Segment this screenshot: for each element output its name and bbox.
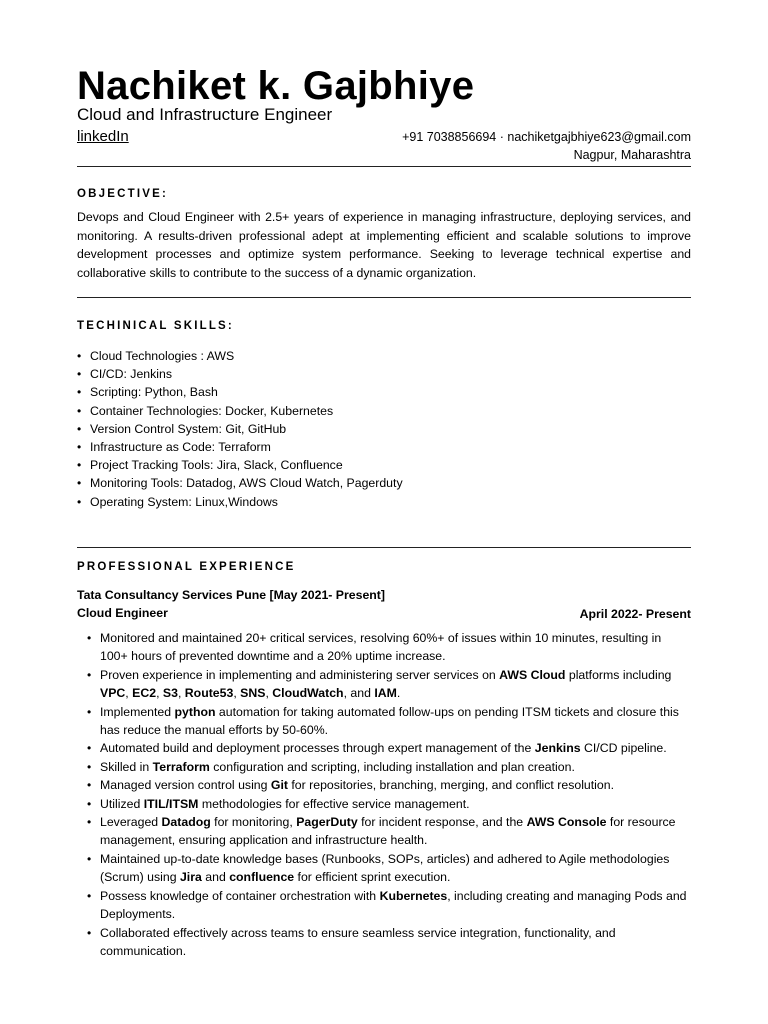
experience-bullet — [100, 776, 692, 794]
bullet-text: Monitored and maintained 20+ critical services, resolving 60%+ of issues within 10 minutes, resulting in 100+ hours of prevented downtime and a 20% uptime increase. — [100, 631, 662, 664]
candidate-name: Nachiket k. Gajbhiye — [77, 64, 475, 108]
skill-item: • Monitoring Tools: Datadog, AWS Cloud Watch, Pagerduty — [77, 474, 403, 492]
bullet-keyword: PagerDuty — [296, 815, 358, 830]
bullet-keyword: VPC — [100, 686, 126, 701]
bullet-text: Skilled in — [100, 759, 153, 774]
skills-divider — [77, 547, 691, 548]
experience-bullet — [100, 666, 692, 703]
bullet-keyword: CloudWatch — [272, 686, 344, 701]
bullet-keyword: Datadog — [161, 815, 211, 830]
objective-text: Devops and Cloud Engineer with 2.5+ years of experience in managing infrastructure, deploying services, and monitoring. A results-driven professional adept at implementing efficient and scalable solutions to improve development processes and optimize system performance. Seeking to leverage technical expertise and collaborative skills to contribute to the success of a dynamic organization. — [77, 210, 691, 280]
contact-location: Nagpur, Maharashtra — [573, 148, 691, 162]
bullet-keyword: Route53 — [184, 686, 234, 701]
company-name: Tata Consultancy Services Pune [May 2021- Present] — [77, 588, 385, 602]
bullet-text: . — [396, 686, 401, 701]
skill-item: • Container Technologies: Docker, Kubernetes — [77, 402, 403, 420]
bullet-text: for incident response, and the — [357, 815, 527, 830]
experience-bullet — [100, 795, 692, 813]
bullet-text: for repositories, branching, merging, and conflict resolution. — [287, 778, 615, 793]
linkedin-link[interactable]: linkedIn — [77, 128, 129, 145]
objective-divider — [77, 297, 691, 298]
bullet-text: platforms including — [565, 667, 672, 682]
contact-info — [402, 128, 691, 164]
contact-phone-email: +91 7038856694 · nachiketgajbhiye623@gmail.com — [402, 130, 691, 144]
bullet-text: automation for taking automated follow-ups on pending ITSM tickets and closure this has reduce the manual efforts by 50-60%. — [100, 704, 679, 738]
bullet-keyword: EC2 — [132, 686, 157, 701]
experience-bullets — [100, 629, 692, 960]
bullet-keyword: Jira — [179, 870, 202, 885]
bullet-keyword: S3 — [162, 686, 178, 701]
bullet-keyword: python — [174, 704, 216, 719]
skill-item: • Scripting: Python, Bash — [77, 383, 403, 401]
bullet-text: , — [125, 686, 133, 701]
bullet-text: , — [177, 686, 185, 701]
bullet-text: CI/CD pipeline. — [580, 741, 667, 756]
bullet-keyword: SNS — [240, 686, 266, 701]
skill-item: • Cloud Technologies : AWS — [77, 347, 403, 365]
skill-item: • Infrastructure as Code: Terraform — [77, 438, 403, 456]
bullet-text: for efficient sprint execution. — [294, 870, 451, 885]
bullet-keyword: Kubernetes — [379, 888, 448, 903]
experience-heading: PROFESSIONAL EXPERIENCE — [77, 561, 296, 573]
skill-item: • Operating System: Linux,Windows — [77, 493, 403, 511]
bullet-text: , — [233, 686, 241, 701]
candidate-role: Cloud and Infrastructure Engineer — [77, 105, 333, 124]
bullet-text: Automated build and deployment processes through expert management of the — [100, 741, 535, 756]
bullet-text: Collaborated effectively across teams to ensure seamless service integration, functionality, and communication. — [100, 925, 616, 958]
skills-heading: TECHINICAL SKILLS: — [77, 320, 234, 332]
bullet-text: configuration and scripting, including installation and plan creation. — [209, 759, 575, 774]
experience-bullet — [100, 629, 692, 666]
job-title: Cloud Engineer — [77, 606, 168, 620]
bullet-text: Implemented — [100, 704, 175, 719]
bullet-text: and — [201, 870, 230, 885]
bullet-keyword: Terraform — [152, 759, 210, 774]
experience-bullet — [100, 813, 692, 850]
bullet-keyword: ITIL/ITSM — [143, 796, 199, 811]
bullet-text: , — [265, 686, 273, 701]
bullet-keyword: Jenkins — [534, 741, 581, 756]
skill-item: • Project Tracking Tools: Jira, Slack, Confluence — [77, 456, 403, 474]
job-dates: April 2022- Present — [579, 607, 691, 621]
experience-bullet — [100, 758, 692, 776]
experience-bullet — [100, 703, 692, 740]
bullet-text: Maintained up-to-date knowledge bases (Runbooks, SOPs, articles) and adhered to Agile methodologies (Scrum) using — [100, 851, 670, 885]
experience-bullet — [100, 850, 692, 887]
experience-bullet — [100, 739, 692, 757]
bullet-keyword: Git — [270, 778, 288, 793]
bullet-keyword: AWS Cloud — [499, 667, 566, 682]
bullet-text: methodologies for effective service management. — [198, 796, 470, 811]
bullet-keyword: confluence — [229, 870, 295, 885]
experience-bullet — [100, 887, 692, 924]
bullet-text: Leveraged — [100, 815, 162, 830]
bullet-text: Utilized — [100, 796, 144, 811]
objective-heading: OBJECTIVE: — [77, 188, 169, 200]
bullet-text: , and — [343, 686, 375, 701]
bullet-text: Proven experience in implementing and administering server services on — [100, 667, 500, 682]
bullet-text: for monitoring, — [210, 815, 297, 830]
bullet-keyword: AWS Console — [526, 815, 607, 830]
bullet-text: , — [156, 686, 163, 701]
bullet-text: Managed version control using — [100, 778, 271, 793]
bullet-text: Possess knowledge of container orchestration with — [100, 888, 380, 903]
experience-bullet — [100, 924, 692, 961]
header-divider — [77, 166, 691, 167]
skill-item: • Version Control System: Git, GitHub — [77, 420, 403, 438]
bullet-keyword: IAM — [374, 686, 397, 701]
bullet-text: , including creating and managing Pods and Deployments. — [100, 888, 687, 922]
skills-list — [77, 347, 403, 511]
skill-item: • CI/CD: Jenkins — [77, 365, 403, 383]
bullet-text: for resource management, ensuring application and infrastructure health. — [100, 815, 676, 848]
